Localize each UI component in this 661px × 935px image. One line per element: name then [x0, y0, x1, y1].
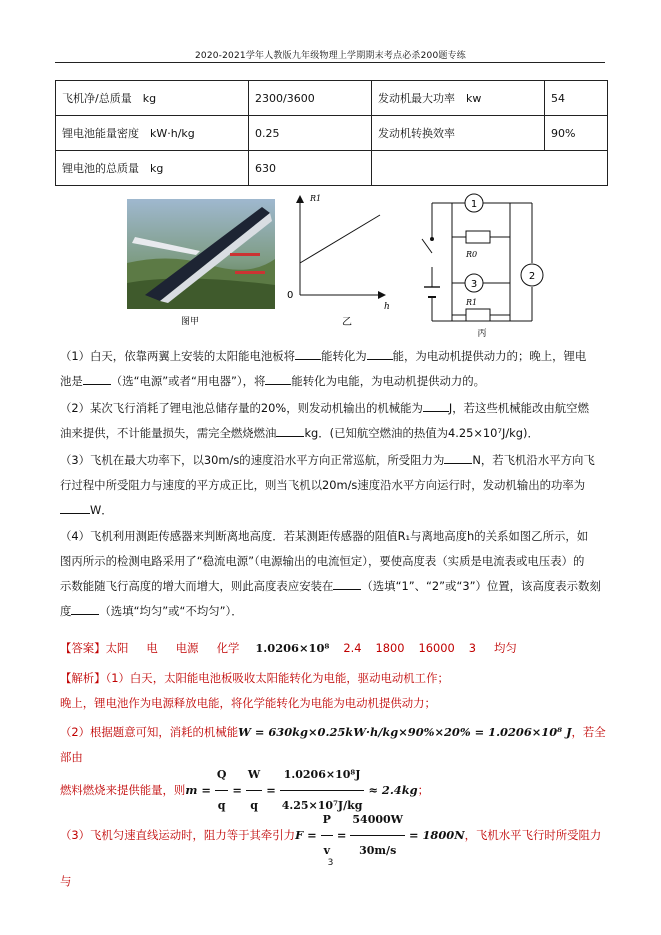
table-row [56, 151, 608, 186]
analysis [60, 666, 608, 716]
formula-text: m = [185, 783, 215, 797]
solar-plane-photo [127, 199, 275, 309]
q3-text: 行过程中所受阻力与速度的平方成正比，则当飞机以20m/s速度沿水平方向运行时，发动机输出的功率为 [60, 478, 586, 492]
answer-item: 太阳 [105, 641, 129, 655]
question-4 [60, 524, 608, 624]
q1-text: （1）白天，依靠两翼上安装的太阳能电池板将 [60, 349, 296, 363]
answer-item: 电 [146, 641, 158, 655]
formula-text: ≈ 2.4kg [364, 783, 418, 797]
q3-text: N，若飞机沿水平方向飞 [472, 453, 595, 467]
answer-blank [423, 399, 449, 412]
figure-caption-yi: 乙 [342, 317, 352, 328]
answer-item: 1800 [375, 641, 405, 655]
q4-text: （4）飞机利用测距传感器来判断离地高度．若某测距传感器的阻值R₁与离地高度h的关系如图乙所示，如 [60, 529, 589, 543]
q2-text: kg．(已知航空燃油的热值为4.25×10⁷J/kg)． [304, 426, 539, 440]
q1-text: 池是 [60, 374, 83, 388]
table-cell: 锂电池能量密度 kW·h/kg [56, 116, 249, 151]
answer-blank [367, 347, 393, 360]
formula-text: = [228, 783, 246, 797]
q4-text: （选填“1”、“2”或“3”）位置，该高度表示数刻 [361, 579, 601, 593]
analysis-line: 晚上，锂电池作为电源释放电能，将化学能转化为电能为电动机提供动力； [60, 696, 436, 710]
graph-y-label: R1 [310, 194, 322, 203]
analysis-text: ； [417, 783, 429, 797]
q1-text: 能转化为 [321, 349, 367, 363]
answer-item: 1.0206×10⁸ [255, 641, 330, 655]
analysis-text: 燃料燃烧来提供能量，则 [60, 783, 186, 797]
answer-item: 2.4 [343, 641, 362, 655]
fraction-denominator: q [250, 799, 258, 812]
answer-blank [276, 424, 304, 437]
answer-item: 均匀 [493, 641, 517, 655]
fraction [350, 805, 405, 866]
fraction-denominator: 4.25×10⁷J/kg [281, 799, 363, 812]
r1-label: R1 [466, 298, 478, 307]
analysis-text: ，飞机水平飞行时所受阻力与 [60, 828, 602, 888]
fraction-denominator: 30m/s [359, 844, 397, 857]
analysis-text: （3）飞机匀速直线运动时，阻力等于其牵引力 [60, 828, 296, 842]
table-cell: 630 [249, 151, 372, 186]
q2-text: J，若这些机械能改由航空燃 [448, 401, 589, 415]
table-cell: 发动机最大功率 kw [372, 81, 545, 116]
table-cell: 发动机转换效率 [372, 116, 545, 151]
q4-text: 度 [60, 604, 72, 618]
question-2 [60, 396, 608, 446]
table-cell: 0.25 [249, 116, 372, 151]
q1-text: 能，为电动机提供动力的；晚上，锂电 [392, 349, 587, 363]
question-3 [60, 448, 608, 523]
fraction-denominator: q [217, 799, 226, 812]
formula-text: = 1800N [405, 828, 465, 842]
table-cell: 飞机净/总质量 kg [56, 81, 249, 116]
page-header: 2020-2021学年人教版九年级物理上学期期末考点必杀200题专练 [194, 51, 467, 61]
analysis-line-4: （3）飞机匀速直线运动时，阻力等于其牵引力F = $\frac{P}{v}$ = $\frac{54000W}{30m/s}$ = 1800N，飞机水平飞行时所受阻力与 [60, 805, 608, 896]
fraction-numerator: 1.0206×10⁸J [280, 760, 365, 791]
table-row [56, 81, 608, 116]
figure-caption-jia: 图甲 [180, 317, 200, 327]
answer-blank [295, 347, 321, 360]
graph-origin: 0 [287, 290, 294, 301]
q4-text: 示数能随飞行高度的增大而增大，则此高度表应安装在 [60, 579, 334, 593]
graph-x-label: h [384, 302, 390, 312]
meter-3-label: 3 [470, 279, 478, 290]
formula-text: F = [295, 828, 321, 842]
table-cell: 54 [545, 81, 608, 116]
r0-label: R0 [466, 250, 478, 259]
page-number: 3 [327, 858, 334, 868]
detection-circuit [422, 194, 543, 321]
q2-text: 油来提供，不计能量损失，需完全燃烧燃油 [60, 426, 277, 440]
table-cell [372, 151, 608, 186]
fraction-numerator: P [321, 805, 333, 836]
fraction [321, 805, 333, 866]
answer-label: 【答案】 [60, 641, 106, 655]
q1-text: 能转化为电能，为电动机提供动力的。 [291, 374, 486, 388]
mechanical-energy-formula: W = 630kg×0.25kW·h/kg×90%×20% = 1.0206×10⁸ J [238, 725, 572, 739]
fraction-numerator: 54000W [350, 805, 405, 836]
analysis-text: （2）根据题意可知，消耗的机械能 [60, 725, 239, 739]
table-cell: 90% [545, 116, 608, 151]
analysis-label: 【解析】 [60, 671, 106, 685]
answer-item: 16000 [418, 641, 455, 655]
figures-row [0, 193, 661, 343]
answer-row [60, 636, 608, 661]
answer-blank [444, 451, 472, 464]
figure-caption-bing: 丙 [477, 329, 487, 339]
table-cell: 2300/3600 [249, 81, 372, 116]
answer-blank [333, 577, 361, 590]
answer-item: 电源 [175, 641, 199, 655]
analysis-line: （1）白天，太阳能电池板吸收太阳能转化为电能，驱动电动机工作； [105, 671, 449, 685]
fraction-numerator: Q [215, 760, 229, 791]
q2-text: （2）某次飞行消耗了锂电池总储存量的20%，则发动机输出的机械能为 [60, 401, 423, 415]
q3-text: W． [90, 503, 113, 517]
answer-blank [83, 372, 111, 385]
header-rule [55, 62, 605, 63]
meter-2-label: 2 [528, 271, 536, 282]
spec-table [55, 80, 608, 186]
formula-text: = [262, 783, 280, 797]
q4-text: （选填“均匀”或“不均匀”）． [99, 604, 243, 618]
q3-text: （3）飞机在最大功率下，以30m/s的速度沿水平方向正常巡航，所受阻力为 [60, 453, 445, 467]
answer-blank [60, 501, 90, 514]
q1-text: （选“电源”或者“用电器”），将 [110, 374, 266, 388]
answer-blank [71, 602, 99, 615]
meter-1-label: 1 [470, 199, 478, 210]
q4-text: 图丙所示的检测电路采用了“稳流电源”（电源输出的电流恒定），要使高度表（实质是电流表或电压表）的 [60, 554, 585, 568]
answer-blank [265, 372, 291, 385]
question-1 [60, 344, 608, 394]
r1-height-graph [296, 195, 386, 299]
answer-item: 3 [468, 641, 476, 655]
fraction-numerator: W [246, 760, 262, 791]
table-row [56, 116, 608, 151]
answer-item: 化学 [216, 641, 240, 655]
fraction-denominator: v [323, 844, 330, 857]
analysis-text: ，若全部由 [60, 725, 606, 764]
table-cell: 锂电池的总质量 kg [56, 151, 249, 186]
